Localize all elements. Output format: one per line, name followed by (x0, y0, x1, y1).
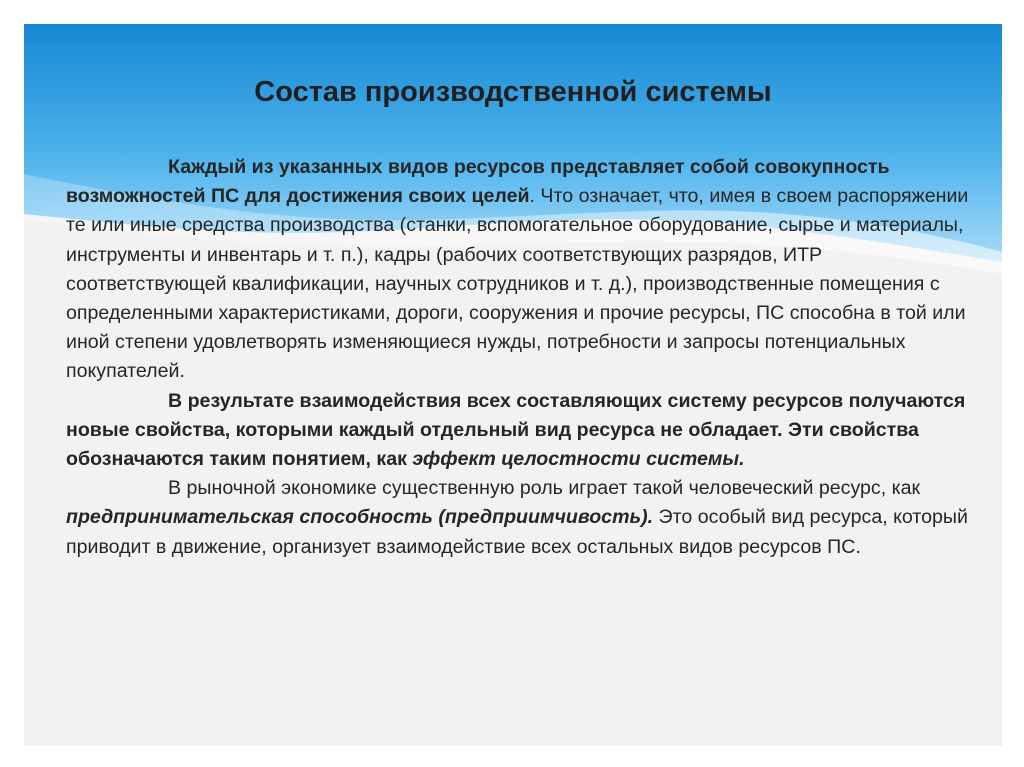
paragraph-1-bold: Каждый из указанных видов ресурсов представляет собой совокупность возможностей ПС для достижения своих целей (66, 156, 890, 208)
paragraph-1-text: . Что означает, что, имея в своем распоряжении те или иные средства производства (станки, вспомогательное оборудование, сырье и материалы, инструменты и инвентарь и т. п.), кадры (рабочих соответствующих разрядов, ИТР соответствующей квалификации, научных сотрудников и т. д.), производственные помещения с определенными характеристиками, дороги, сооружения и прочие ресурсы, ПС способна в той или иной степени удовлетворять изменяющиеся нужды, потребности и запросы потенциальных покупателей. (66, 185, 969, 383)
slide-title: Состав производственной системы (254, 76, 772, 108)
paragraph-2 (66, 387, 971, 475)
paragraph-3 (66, 474, 971, 562)
paragraph-3-bold-italic: предпринимательская способность (предприимчивость). (66, 506, 654, 529)
paragraph-2-bold-italic: эффект целостности системы. (412, 448, 745, 471)
slide (24, 24, 1002, 746)
paragraph-1 (66, 153, 971, 387)
paragraph-2-bold: В результате взаимодействия всех составляющих систему ресурсов получаются новые свойства, которыми каждый отдельный вид ресурса не обладает. Эти свойства обозначаются таким понятием, как (66, 389, 966, 471)
paragraph-3-text-start: В рыночной экономике существенную роль играет такой человеческий ресурс, как (168, 477, 921, 500)
paragraph-3-text-end: Это особый вид ресурса, который приводит в движение, организует взаимодействие всех остальных видов ресурсов ПС. (66, 506, 968, 558)
slide-body (66, 153, 971, 562)
